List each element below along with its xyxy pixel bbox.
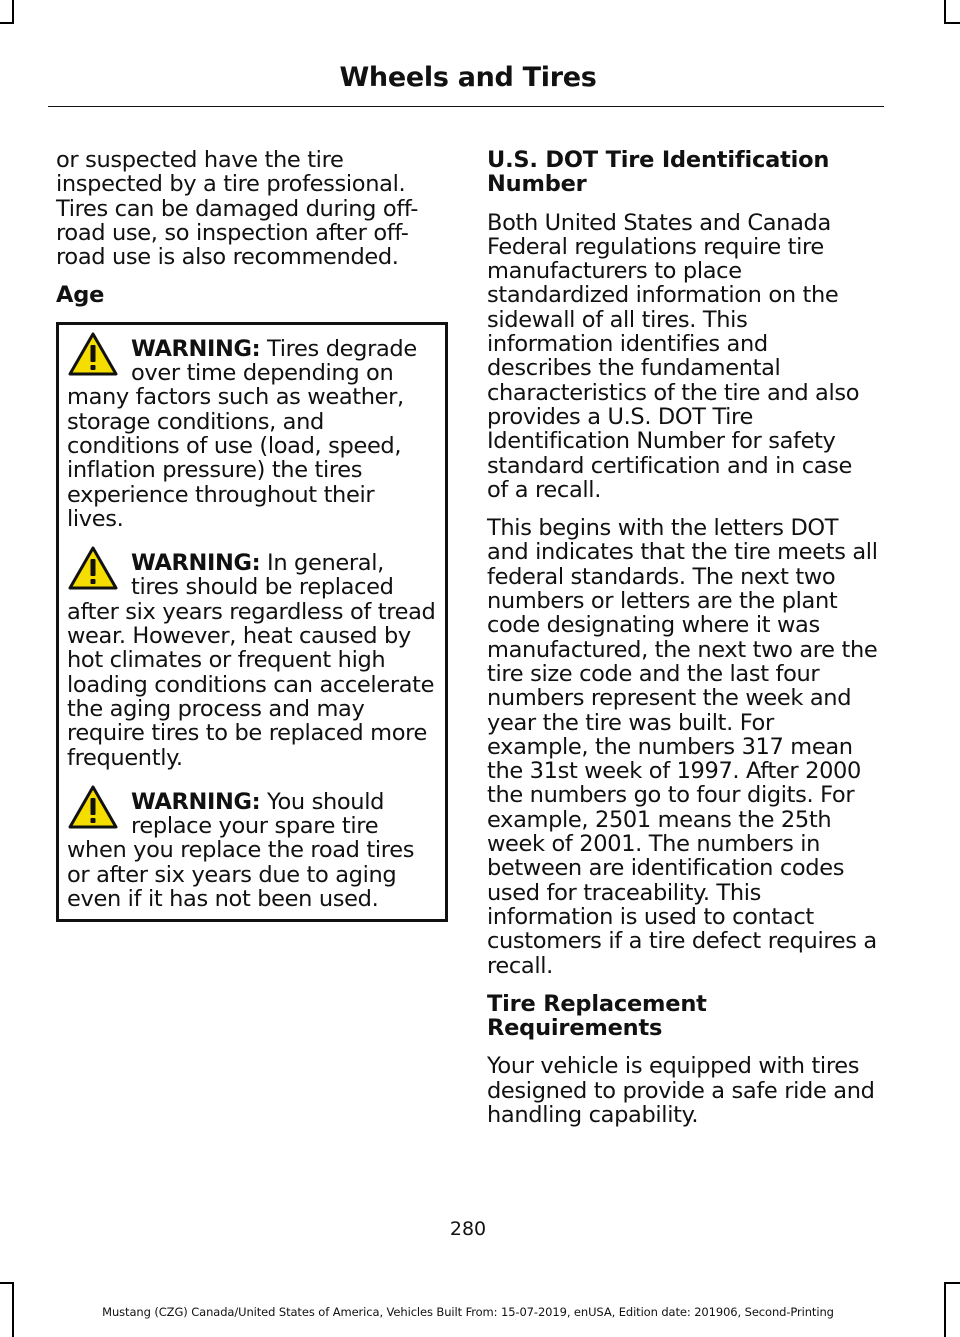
replacement-heading: Tire Replacement Requirements — [487, 990, 707, 1042]
page-number: 280 — [449, 1218, 487, 1240]
dot-heading: U.S. DOT Tire Identification Number — [487, 147, 830, 198]
crop-mark-top-left — [12, 0, 14, 22]
page-title: Wheels and Tires — [339, 62, 597, 93]
warning-triangle-icon — [67, 331, 119, 377]
footer-text: Mustang (CZG) Canada/United States of America, Vehicles Built From: 15-07-2019, enUSA, Edition date: 201906, Second-Printing — [102, 1305, 834, 1319]
header-divider — [48, 106, 884, 107]
warning-text: Tires degrade over time depending on many factors such as weather, storage conditions, and conditions of use (load, speed, inflation pressure) the tires experience throughout their lives. — [67, 335, 417, 532]
dot-paragraph-2: This begins with the letters DOT and indicates that the tire meets all federal standards. The next two numbers or letters are the plant code designating where it was manufactured, the next two are the tire size code and the last four numbers represent the week and year the tire was built. For example, the numbers 317 mean the 31st week of 1997. After 2000 the numbers go to four digits. For example, 2501 means the 25th week of 2001. The numbers in between are identification codes used for traceability. This information is used to contact customers if a tire defect requires a recall. — [487, 515, 878, 979]
replacement-paragraph: Your vehicle is equipped with tires designed to provide a safe ride and handling capability. — [487, 1053, 875, 1128]
warning-text: You should replace your spare tire when you replace the road tires or after six years due to aging even if it has not been used. — [67, 788, 415, 913]
age-heading: Age — [56, 282, 105, 309]
crop-mark-top-right — [944, 22, 960, 24]
crop-mark-bottom-left — [0, 1282, 14, 1284]
warning-item-3 — [67, 790, 437, 911]
crop-mark-top-left — [0, 22, 14, 24]
warning-triangle-icon — [67, 784, 119, 830]
right-column — [487, 148, 879, 1141]
crop-mark-bottom-right — [944, 1282, 960, 1284]
warning-triangle-icon — [67, 545, 119, 591]
crop-mark-bottom-right — [944, 1282, 946, 1337]
dot-paragraph-1: Both United States and Canada Federal regulations require tire manufacturers to place standardized information on the sidewall of all tires. This information identifies and describes the fundamental characteristics of the tire and also provides a U.S. DOT Tire Identification Number for safety standard certification and in case of a recall. — [487, 209, 860, 503]
crop-mark-top-right — [944, 0, 946, 22]
warning-label: WARNING: — [131, 335, 261, 362]
warning-label: WARNING: — [131, 788, 261, 815]
warning-text: In general, tires should be replaced after six years regardless of tread wear. However, heat caused by hot climates or frequent high loading conditions can accelerate the aging process and may require tires to be replaced more frequently. — [67, 550, 436, 771]
warning-box — [56, 322, 448, 923]
warning-label: WARNING: — [131, 550, 261, 577]
warning-item-2 — [67, 551, 437, 770]
warning-item-1 — [67, 337, 437, 531]
intro-paragraph: or suspected have the tire inspected by a tire professional. Tires can be damaged during off-road use, so inspection after off-road use is also recommended. — [56, 147, 418, 271]
left-column — [56, 148, 448, 922]
